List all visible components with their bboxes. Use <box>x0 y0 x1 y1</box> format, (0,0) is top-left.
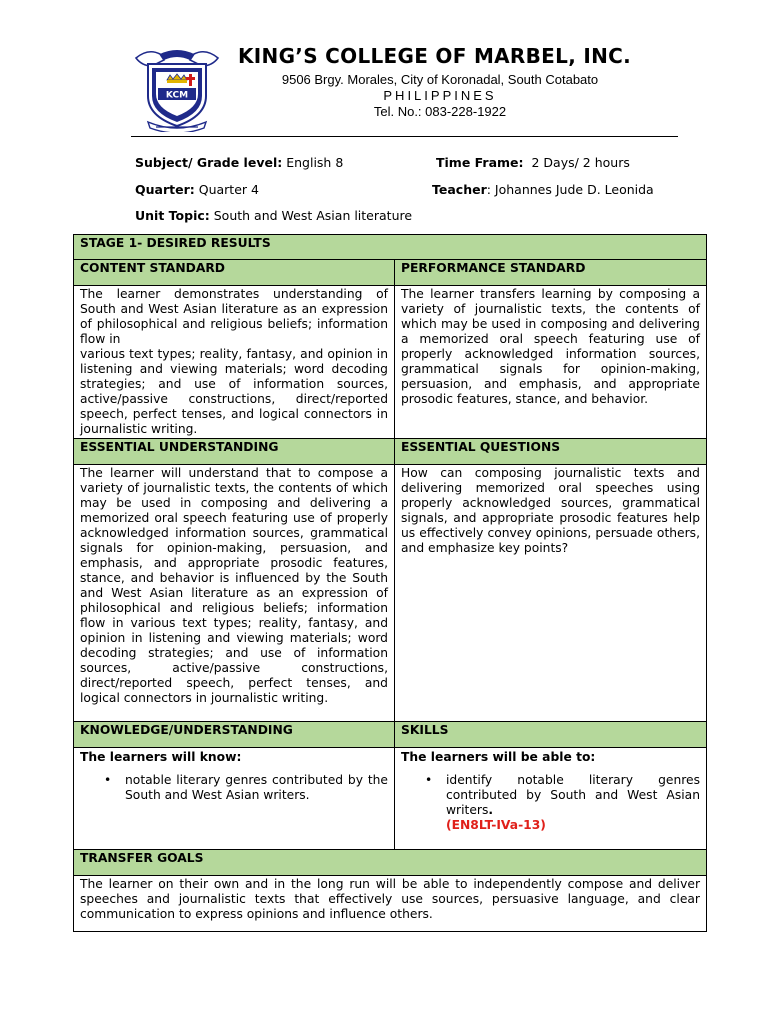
unit-topic <box>135 208 412 223</box>
unit-value: South and West Asian literature <box>213 208 413 223</box>
skills-bullet <box>401 773 700 833</box>
essential-understanding-text: The learner will understand that to compose a variety of journalistic texts, the contents of which may be used in composing and delivering a memorized oral speech featuring use of properly acknowledged information sources, grammatical signals for opinion-making, persuasion, and emphasis, and appropriate prosodic features, stance, and behavior is influenced by the South and West Asian literature as an expression of philosophical and religious beliefs; information flow in various text types; reality, fantasy, and opinion in listening and viewing materials; word decoding strategies; and use of information sources, active/passive constructions, direct/reported speech, perfect tenses, and logical connectors in journalistic writing. <box>80 466 388 705</box>
quarter <box>135 182 259 197</box>
performance-standard-text: The learner transfers learning by composing a variety of journalistic texts, the contents of which may be used in composing and delivering a memorized oral speech featuring use of properly acknowledged information sources, grammatical signals for opinion-making, persuasion, and emphasis, and appropriate prosodic features, stance, and behavior. <box>401 287 700 406</box>
content-standard-text-2: various text types; reality, fantasy, and opinion in listening and viewing materials; word decoding strategies; and use of information sources, active/passive constructions, direct/reported speech, perfect tenses, and logical connectors in journalistic writing. <box>80 347 388 436</box>
skills-bullet-end: . <box>488 803 494 817</box>
college-telephone: Tel. No.: 083-228-1922 <box>373 104 507 119</box>
knowledge-intro: The learners will know: <box>80 750 242 764</box>
time-frame <box>436 155 630 170</box>
knowledge-bullet: • notable literary genres contributed by the South and West Asian writers. <box>80 773 388 803</box>
unit-label: Unit Topic: <box>135 208 210 223</box>
essential-questions-title: ESSENTIAL QUESTIONS <box>395 439 707 465</box>
college-name: KING’S COLLEGE OF MARBEL, INC. <box>238 44 632 68</box>
performance-standard-cell <box>395 286 707 439</box>
knowledge-cell <box>74 748 395 850</box>
stage-title: STAGE 1- DESIRED RESULTS <box>74 235 707 260</box>
content-standard-text: The learner demonstrates understanding of South and West Asian literature as an expression of philosophical and religious beliefs; information flow in <box>80 287 388 346</box>
college-address: 9506 Brgy. Morales, City of Koronadal, South Cotabato <box>281 72 599 87</box>
skills-title: SKILLS <box>395 722 707 748</box>
timeframe-label: Time Frame: <box>436 155 524 170</box>
content-standard-cell <box>74 286 395 439</box>
teacher-value: : Johannes Jude D. Leonida <box>486 182 654 197</box>
header-divider <box>131 136 678 137</box>
skills-cell <box>395 748 707 850</box>
quarter-label: Quarter: <box>135 182 195 197</box>
performance-standard-title: PERFORMANCE STANDARD <box>395 260 707 286</box>
teacher-label: Teacher <box>432 182 487 197</box>
timeframe-value: 2 Days/ 2 hours <box>531 155 630 170</box>
essential-questions-cell <box>395 465 707 722</box>
skills-intro: The learners will be able to: <box>401 750 596 764</box>
subject-grade-level <box>135 155 343 170</box>
skills-code: (EN8LT-IVa-13) <box>446 818 546 832</box>
subject-value: English 8 <box>286 155 344 170</box>
transfer-goals-text: The learner on their own and in the long run will be able to independently compose and deliver speeches and journalistic texts that effectively use sources, persuasive language, and clear communication to express opinions and influence others. <box>80 877 700 921</box>
transfer-goals-title: TRANSFER GOALS <box>74 850 707 876</box>
desired-results-table <box>73 234 707 932</box>
teacher <box>432 182 654 197</box>
quarter-value: Quarter 4 <box>198 182 259 197</box>
essential-understanding-cell <box>74 465 395 722</box>
knowledge-title: KNOWLEDGE/UNDERSTANDING <box>74 722 395 748</box>
college-country: PHILIPPINES <box>383 88 497 103</box>
transfer-goals-cell <box>74 876 707 932</box>
content-standard-title: CONTENT STANDARD <box>74 260 395 286</box>
essential-questions-text: How can composing journalistic texts and delivering memorized oral speeches using properly acknowledged sources, grammatical signals, and appropriate prosodic features help us effectively convey opinions, persuade others, and emphasize key points? <box>401 466 700 555</box>
subject-label: Subject/ Grade level: <box>135 155 283 170</box>
essential-understanding-title: ESSENTIAL UNDERSTANDING <box>74 439 395 465</box>
svg-text:KCM: KCM <box>165 90 189 101</box>
skills-bullet-text: identify notable literary genres contributed by South and West Asian writers <box>446 773 700 817</box>
